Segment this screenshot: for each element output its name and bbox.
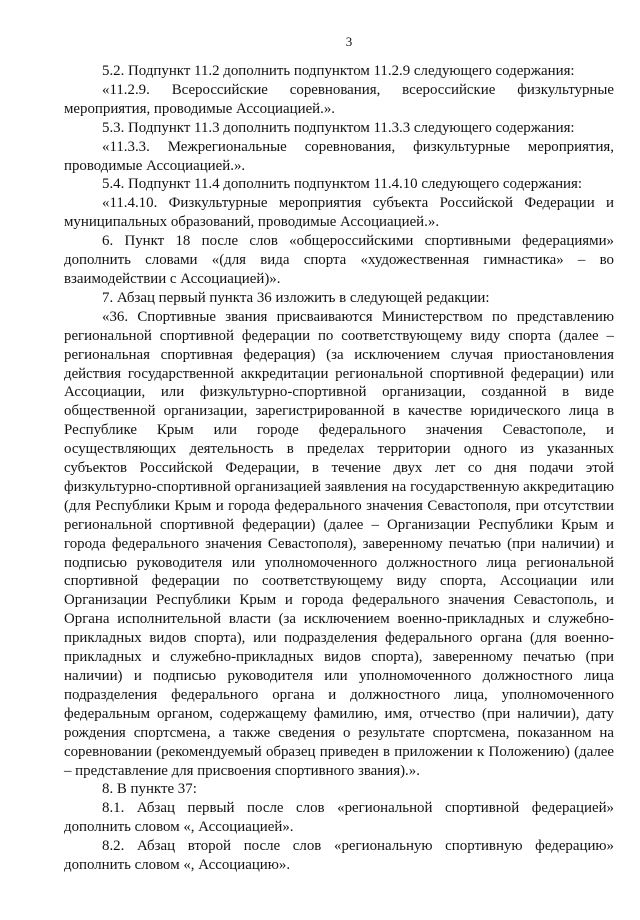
paragraph-11-3-3: «11.3.3. Межрегиональные соревнования, физкультурные мероприятия, проводимые Ассоциацией.». xyxy=(64,138,614,174)
paragraph-8-1: 8.1. Абзац первый после слов «региональной спортивной федерацией» дополнить словом «, Ассоциацией». xyxy=(64,800,614,836)
paragraph-5-2: 5.2. Подпункт 11.2 дополнить подпунктом 11.2.9 следующего содержания: xyxy=(102,63,575,79)
paragraph-8: 8. В пункте 37: xyxy=(102,781,197,798)
paragraph-36: «36. Спортивные звания присваиваются Министерством по представлению региональной спортивной федерации по соответствующему виду спорта (далее – региональная спортивная федерация) (за исключением случая приостановления действия государственной аккредитации региональной спортивной федерации) или Ассоциации, или физкультурно-спортивной организации, созданной в виде общественной организации, зарегистрированной в качестве юридического лица в Республике Крым или городе федерального значения Севастополе, и осуществляющих деятельность в пределах территории одного из указанных субъектов Российской Федерации, в течение двух лет со дня подачи этой физкультурно-спортивной организацией заявления на государственную аккредитацию (для Республики Крым и города федерального значения Севастополя, при отсутствии региональной спортивной федерации) (далее – Организации Республики Крым и города федерального значения Севастополя), заверенному печатью (при наличии) и подписью руководителя или уполномоченного должностного лица региональной спортивной федерации по соответствующему виду спорта, Ассоциации или Организации Республики Крым и города федерального значения Севастополь, и Органа исполнительной власти (за исключением военно-прикладных и служебно-прикладных видов спорта), или подразделения федерального органа (для военно-прикладных и служебно-прикладных видов спорта), заверенному печатью (при наличии) и подписью руководителя или уполномоченного должностного лица подразделения федерального органа и должностного лица, уполномоченного федеральным органом, содержащему фамилию, имя, отчество (при наличии), дату рождения спортсмена, а также сведения о результате спортсмена, показанном на соревновании (рекомендуемый образец приведен в приложении к Положению) (далее – представление для присвоения спортивного звания).». xyxy=(64,308,614,779)
page-number: 3 xyxy=(345,34,353,49)
paragraph-7: 7. Абзац первый пункта 36 изложить в следующей редакции: xyxy=(102,289,490,306)
paragraph-5-4: 5.4. Подпункт 11.4 дополнить подпунктом 11.4.10 следующего содержания: xyxy=(102,176,583,193)
paragraph-5-3: 5.3. Подпункт 11.3 дополнить подпунктом 11.3.3 следующего содержания: xyxy=(102,119,575,136)
paragraph-11-2-9: «11.2.9. Всероссийские соревнования, всероссийские физкультурные мероприятия, проводимые Ассоциацией.». xyxy=(64,81,614,117)
paragraph-8-2: 8.2. Абзац второй после слов «региональную спортивную федерацию» дополнить словом «, Ассоциацию». xyxy=(64,838,614,874)
paragraph-11-4-10: «11.4.10. Физкультурные мероприятия субъекта Российской Федерации и муниципальных образований, проводимые Ассоциацией.». xyxy=(64,195,614,231)
paragraph-6: 6. Пункт 18 после слов «общероссийскими спортивными федерациями» дополнить словами «(для вида спорта «художественная гимнастика» – во взаимодействии с Ассоциацией)». xyxy=(64,233,614,287)
